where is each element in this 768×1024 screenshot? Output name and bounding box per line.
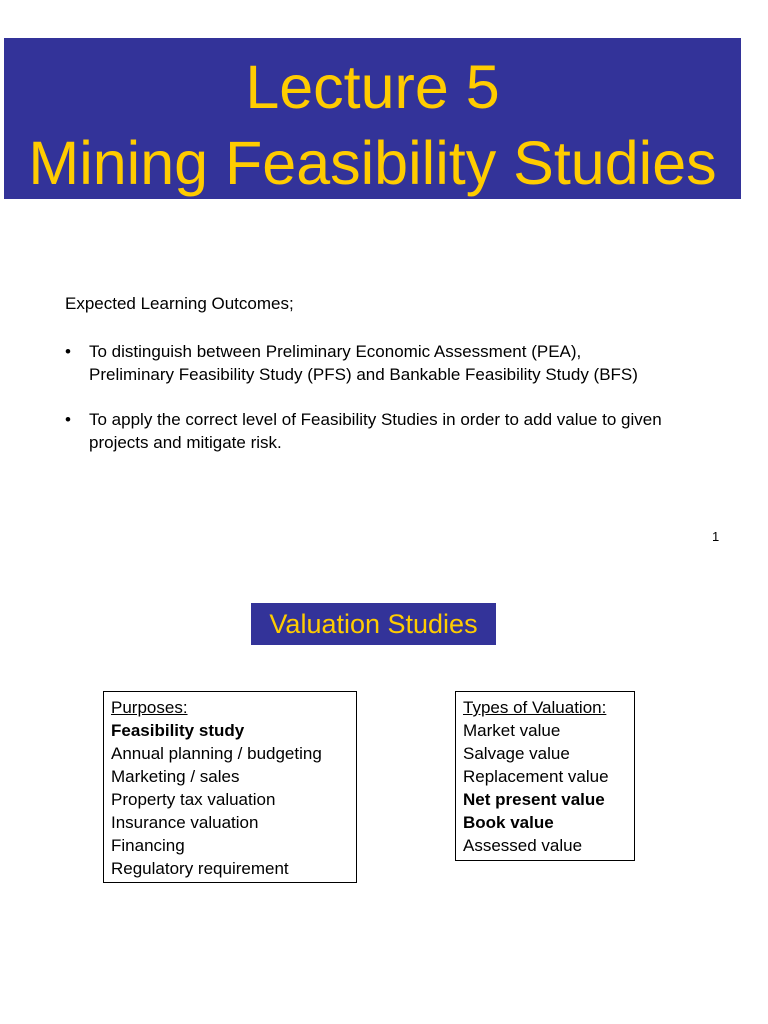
purpose-item: Property tax valuation [111, 790, 276, 809]
bullet-icon: • [65, 410, 71, 429]
purpose-item: Financing [111, 836, 185, 855]
purpose-item: Annual planning / budgeting [111, 744, 322, 763]
purpose-item: Insurance valuation [111, 813, 259, 832]
valuation-type-item: Book value [463, 813, 554, 832]
learning-outcome-item [65, 340, 745, 386]
learning-outcomes-heading: Expected Learning Outcomes; [65, 294, 294, 313]
valuation-type-item: Net present value [463, 790, 605, 809]
learning-outcome-text-line: To apply the correct level of Feasibility Studies in order to add value to given [89, 410, 662, 429]
purposes-box [103, 691, 357, 883]
bullet-icon: • [65, 342, 71, 361]
learning-outcome-text-line: To distinguish between Preliminary Economic Assessment (PEA), [89, 342, 582, 361]
learning-outcome-text-line: projects and mitigate risk. [89, 433, 282, 452]
title-banner [4, 38, 741, 199]
valuation-type-item: Replacement value [463, 767, 609, 786]
section-title: Valuation Studies [251, 603, 496, 645]
purpose-item: Regulatory requirement [111, 859, 289, 878]
valuation-types-heading: Types of Valuation: [463, 698, 607, 717]
page-number: 1 [712, 529, 720, 544]
purpose-item: Marketing / sales [111, 767, 240, 786]
valuation-types-box [455, 691, 635, 861]
lecture-subtitle: Mining Feasibility Studies [28, 129, 717, 197]
purposes-heading: Purposes: [111, 698, 188, 717]
learning-outcome-item [65, 408, 745, 454]
lecture-title: Lecture 5 [245, 53, 500, 121]
learning-outcome-text-line: Preliminary Feasibility Study (PFS) and Bankable Feasibility Study (BFS) [89, 365, 638, 384]
valuation-type-item: Assessed value [463, 836, 583, 855]
valuation-type-item: Salvage value [463, 744, 570, 763]
purpose-item: Feasibility study [111, 721, 245, 740]
valuation-type-item: Market value [463, 721, 561, 740]
